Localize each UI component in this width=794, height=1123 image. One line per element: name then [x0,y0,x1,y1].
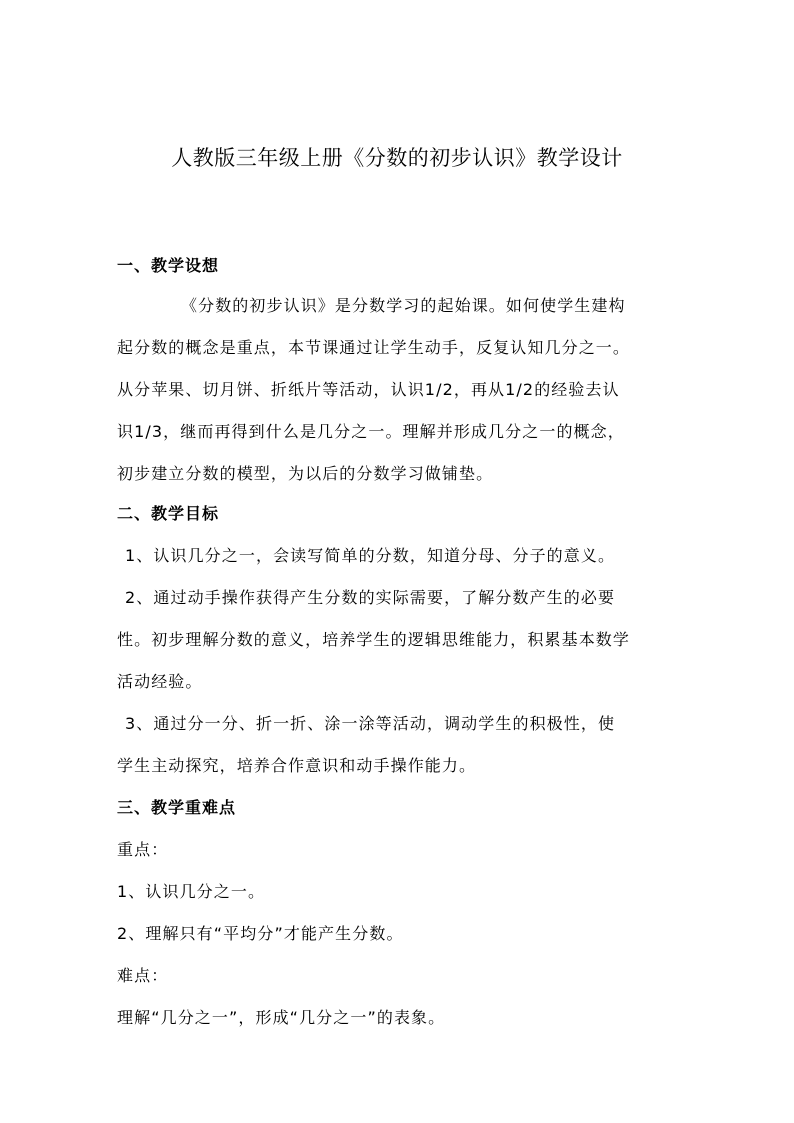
paragraph-line: 识1/3，继而再得到什么是几分之一。理解并形成几分之一的概念， [117,422,625,441]
key-point-item: 2、理解只有“平均分”才能产生分数。 [117,924,404,943]
paragraph-line: 从分苹果、切月饼、折纸片等活动，认识1/2，再从1/2的经验去认 [117,380,620,399]
key-points-label: 重点： [117,840,169,859]
section-heading-teaching-goals: 二、教学目标 [117,504,220,523]
key-point-item: 1、认识几分之一。 [117,882,266,901]
goal-item-continued: 性。初步理解分数的意义，培养学生的逻辑思维能力，积累基本数学 [117,630,631,649]
goal-item: 1、认识几分之一，会读写简单的分数，知道分母、分子的意义。 [125,546,616,565]
goal-item-continued: 活动经验。 [117,672,203,691]
document-body [117,248,687,1036]
section-heading-key-difficulties: 三、教学重难点 [117,798,237,817]
goal-item: 2、通过动手操作获得产生分数的实际需要，了解分数产生的必要 [125,588,616,607]
paragraph-line: 起分数的概念是重点，本节课通过让学生动手，反复认知几分之一。 [117,338,631,357]
goal-item: 3、通过分一分、折一折、涂一涂等活动，调动学生的积极性，使 [125,714,616,733]
difficulty-text: 理解“几分之一”，形成“几分之一”的表象。 [117,1008,446,1027]
goal-item-continued: 学生主动探究，培养合作意识和动手操作能力。 [117,756,477,775]
difficulty-label: 难点： [117,966,169,985]
paragraph-line: 《分数的初步认识》是分数学习的起始课。如何使学生建构 [181,296,626,315]
paragraph-line: 初步建立分数的模型，为以后的分数学习做铺垫。 [117,464,494,483]
document-title: 人教版三年级上册《分数的初步认识》教学设计 [171,146,623,170]
section-heading-teaching-concept: 一、教学设想 [117,256,220,275]
